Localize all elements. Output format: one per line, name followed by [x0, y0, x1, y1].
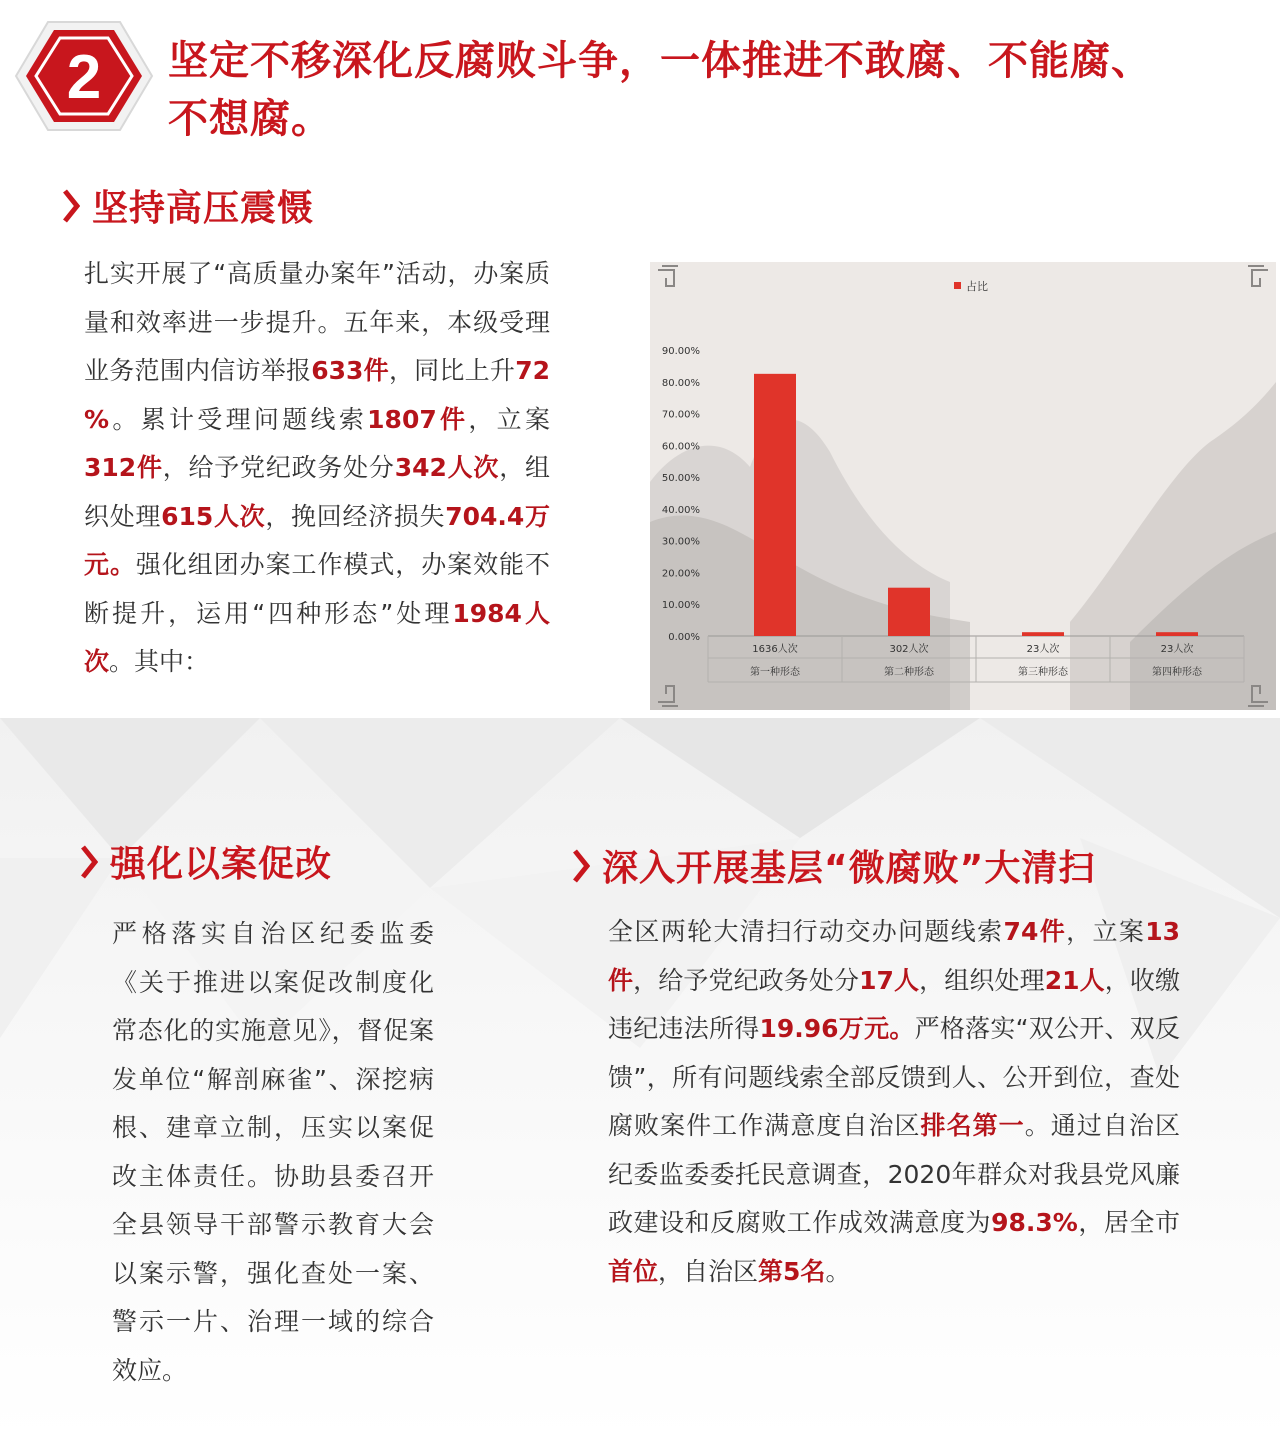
section2-heading [80, 836, 332, 887]
legend-label: 占比 [966, 280, 988, 293]
section1-paragraph [84, 250, 550, 687]
chevron-right-icon [62, 188, 80, 224]
y-tick-label: 50.00% [661, 473, 700, 485]
x-tick-label: 第一种形态 [750, 667, 800, 678]
x-tick-label: 第二种形态 [884, 667, 934, 678]
body-text: ，立案 [1066, 917, 1146, 946]
section2-heading-text: 强化以案促改 [110, 844, 333, 885]
highlight-figure: 首位 [608, 1256, 659, 1286]
y-tick-label: 10.00% [661, 600, 700, 612]
body-text: ，居全市 [1077, 1208, 1180, 1237]
bar [1022, 632, 1064, 636]
bar [888, 588, 930, 636]
body-text: 。累计受理问题线索 [109, 404, 368, 434]
x-tick-label: 第三种形态 [1018, 667, 1068, 678]
y-tick-label: 60.00% [661, 441, 700, 453]
x-tick-label: 第四种形态 [1152, 667, 1202, 678]
section3-heading-text: 深入开展基层“微腐败”大清扫 [602, 848, 1096, 889]
body-text: ，挽回经济损失 [265, 501, 446, 531]
highlight-figure: 17人 [859, 965, 920, 995]
y-tick-label: 40.00% [661, 504, 700, 516]
chart-canvas [650, 262, 1276, 710]
body-text: ，给予党纪政务处分 [162, 453, 395, 482]
badge-number: 2 [66, 43, 102, 112]
count-label: 23人次 [1026, 644, 1060, 655]
body-text: 严格落实“双公开、双反馈”，所有问题线索全部反馈到人、公开到位，查处腐败案件工作满意度自治区 [608, 1014, 1181, 1140]
body-text: 全区两轮大清扫行动交办问题线索 [608, 917, 1004, 946]
section1-heading-text: 坚持高压震慑 [92, 188, 315, 229]
y-tick-label: 90.00% [661, 346, 700, 357]
body-text: 。 [825, 1256, 851, 1286]
body-text: ，收缴违纪违法所得 [608, 965, 1180, 1043]
highlight-figure: 312件 [84, 453, 163, 482]
y-tick-label: 0.00% [668, 632, 700, 643]
section3-heading [572, 840, 1095, 891]
page-title-line1: 坚定不移深化反腐败斗争，一体推进不敢腐、不能腐、 [168, 38, 1152, 84]
section1-heading [62, 180, 314, 231]
body-text: ，组织处理 [919, 965, 1045, 995]
body-text: ，组织处理 [84, 453, 550, 531]
highlight-figure: 98.3% [991, 1208, 1078, 1237]
chevron-right-icon [80, 844, 98, 880]
highlight-figure: 1984人次 [84, 598, 550, 676]
highlight-figure: 第5名 [758, 1256, 826, 1286]
bar [1156, 632, 1198, 636]
section3-paragraph [608, 908, 1180, 1296]
body-text: 严格落实自治区纪委监委《关于推进以案促改制度化常态化的实施意见》，督促案发单位“解剖麻雀”、深挖病根、建章立制，压实以案促改主体责任。协助县委召开全县领导干部警示教育大会以案示警，强化查处一案、警示一片、治理一域的综合效应。 [112, 919, 434, 1385]
body-text: ，自治区 [658, 1256, 759, 1286]
highlight-figure: 72 % [84, 356, 550, 434]
body-text: ，同比上升 [388, 356, 516, 385]
highlight-figure: 615人次 [161, 501, 266, 531]
page-title [168, 32, 1248, 148]
y-tick-label: 30.00% [661, 536, 700, 548]
legend-swatch [954, 282, 961, 289]
highlight-figure: 排名第一 [920, 1111, 1025, 1140]
highlight-figure: 704.4万元。 [84, 501, 550, 579]
bar [754, 374, 796, 636]
body-text: 。通过自治区纪委监委委托民意调查，2020年群众对我县党风廉政建设和反腐败工作成效满意度为 [608, 1111, 1180, 1237]
highlight-figure: 19.96万元。 [759, 1014, 915, 1043]
highlight-figure: 342人次 [394, 453, 500, 482]
section2-paragraph [112, 910, 434, 1395]
count-label: 23人次 [1160, 644, 1194, 655]
body-text: 。其中： [109, 647, 210, 676]
count-label: 1636人次 [752, 644, 798, 655]
body-text: ，给予党纪政务处分 [633, 965, 860, 995]
y-tick-label: 70.00% [661, 409, 700, 421]
y-tick-label: 80.00% [661, 377, 700, 389]
highlight-figure: 633件 [311, 356, 389, 385]
y-tick-label: 20.00% [661, 568, 700, 580]
section-number-badge [14, 18, 154, 134]
highlight-figure: 21人 [1044, 965, 1105, 995]
page-title-line2: 不想腐。 [168, 96, 332, 142]
body-text: 扎实开展了“高质量办案年”活动，办案质量和效率进一步提升。五年来，本级受理业务范围内信访举报 [84, 259, 550, 385]
chevron-right-icon [572, 848, 590, 884]
count-label: 302人次 [889, 644, 929, 655]
highlight-figure: 1807件 [367, 404, 469, 434]
body-text: ，立案 [468, 404, 550, 434]
highlight-figure: 74件 [1003, 917, 1067, 946]
highlight-figure: 13件 [608, 917, 1180, 995]
bar-chart [650, 262, 1276, 710]
body-text: 强化组团办案工作模式，办案效能不断提升，运用“四种形态”处理 [84, 550, 550, 628]
